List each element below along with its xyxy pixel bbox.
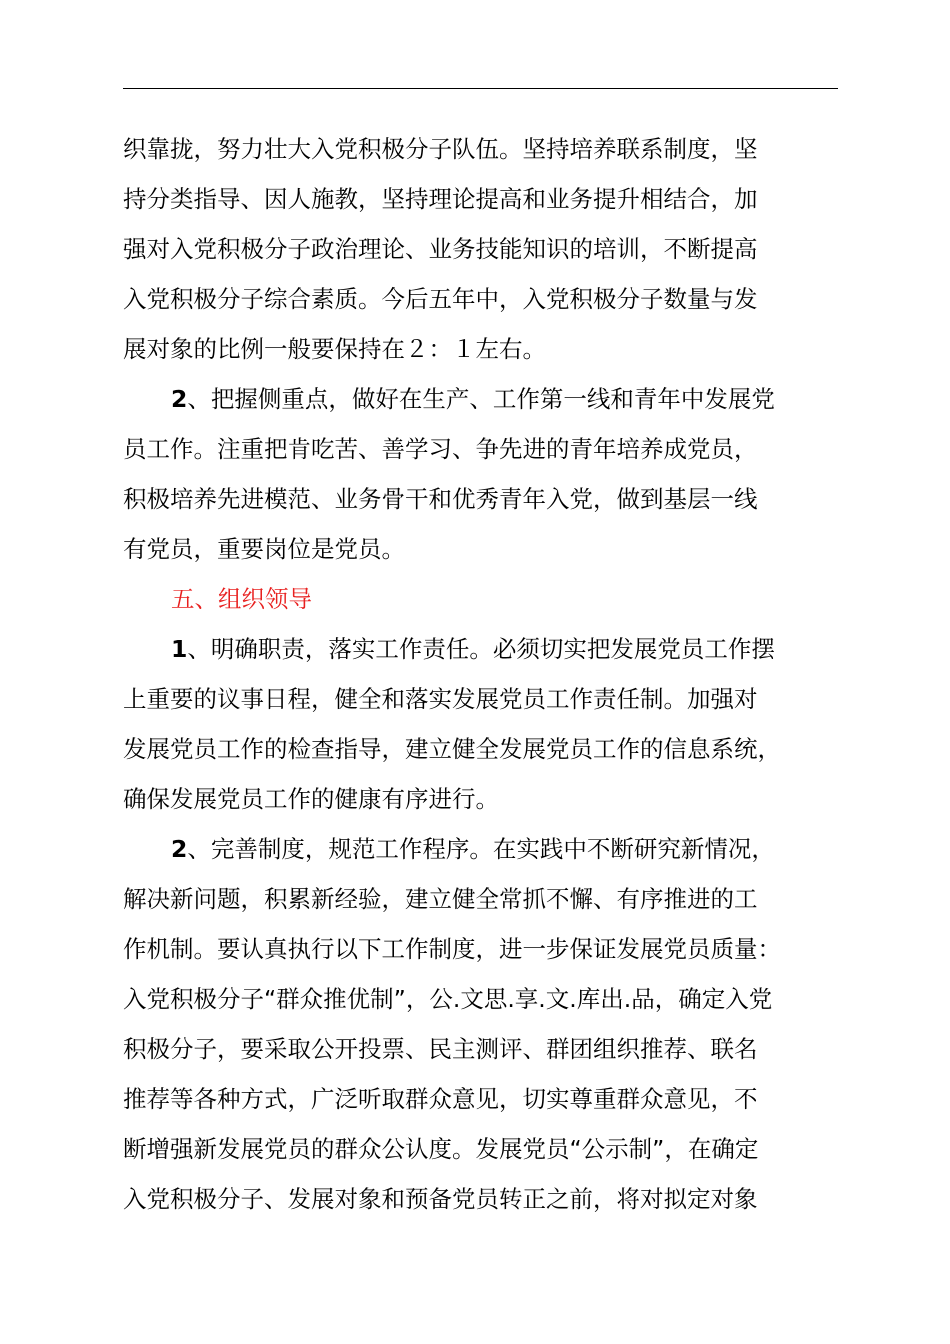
paragraph-line: 有党员，重要岗位是党员。 xyxy=(123,535,405,563)
list-number: 2 xyxy=(171,835,188,863)
paragraph-line: 入党积极分子“群众推优制”，公.文思.享.文.库出.品，确定入党 xyxy=(123,985,773,1013)
paragraph-line: 员工作。注重把肯吃苦、善学习、争先进的青年培养成党员， xyxy=(123,435,758,463)
document-body xyxy=(123,124,838,1224)
paragraph-line: 上重要的议事日程，健全和落实发展党员工作责任制。加强对 xyxy=(123,685,758,713)
paragraph-line: 发展党员工作的检查指导，建立健全发展党员工作的信息系统， xyxy=(123,735,781,763)
list-item-text: 、把握侧重点，做好在生产、工作第一线和青年中发展党 xyxy=(187,385,775,413)
paragraph-line: 持分类指导、因人施教，坚持理论提高和业务提升相结合，加 xyxy=(123,185,758,213)
list-item-line xyxy=(123,374,838,424)
list-item-line xyxy=(123,824,838,874)
paragraph-line: 解决新问题，积累新经验，建立健全常抓不懈、有序推进的工 xyxy=(123,885,758,913)
paragraph-line: 断增强新发展党员的群众公认度。发展党员“公示制”，在确定 xyxy=(123,1135,759,1163)
paragraph-line: 积极分子，要采取公开投票、民主测评、群团组织推荐、联名 xyxy=(123,1035,758,1063)
list-number: 2 xyxy=(171,385,188,413)
paragraph-line: 积极培养先进模范、业务骨干和优秀青年入党，做到基层一线 xyxy=(123,485,758,513)
list-number: 1 xyxy=(171,635,188,663)
paragraph-line: 入党积极分子、发展对象和预备党员转正之前，将对拟定对象 xyxy=(123,1185,758,1213)
paragraph-line: 确保发展党员工作的健康有序进行。 xyxy=(123,785,499,813)
header-rule xyxy=(123,88,838,89)
paragraph-line: 展对象的比例一般要保持在２：１左右。 xyxy=(123,335,546,363)
paragraph-line: 入党积极分子综合素质。今后五年中，入党积极分子数量与发 xyxy=(123,285,758,313)
list-item-text: 、完善制度，规范工作程序。在实践中不断研究新情况， xyxy=(187,835,775,863)
paragraph-line: 织靠拢，努力壮大入党积极分子队伍。坚持培养联系制度，坚 xyxy=(123,135,758,163)
list-item-text: 、明确职责，落实工作责任。必须切实把发展党员工作摆 xyxy=(187,635,775,663)
paragraph-line: 推荐等各种方式，广泛听取群众意见，切实尊重群众意见，不 xyxy=(123,1085,758,1113)
list-item-line xyxy=(123,624,838,674)
paragraph-line: 强对入党积极分子政治理论、业务技能知识的培训，不断提高 xyxy=(123,235,758,263)
section-heading: 五、组织领导 xyxy=(171,585,312,613)
paragraph-line: 作机制。要认真执行以下工作制度，进一步保证发展党员质量： xyxy=(123,935,781,963)
